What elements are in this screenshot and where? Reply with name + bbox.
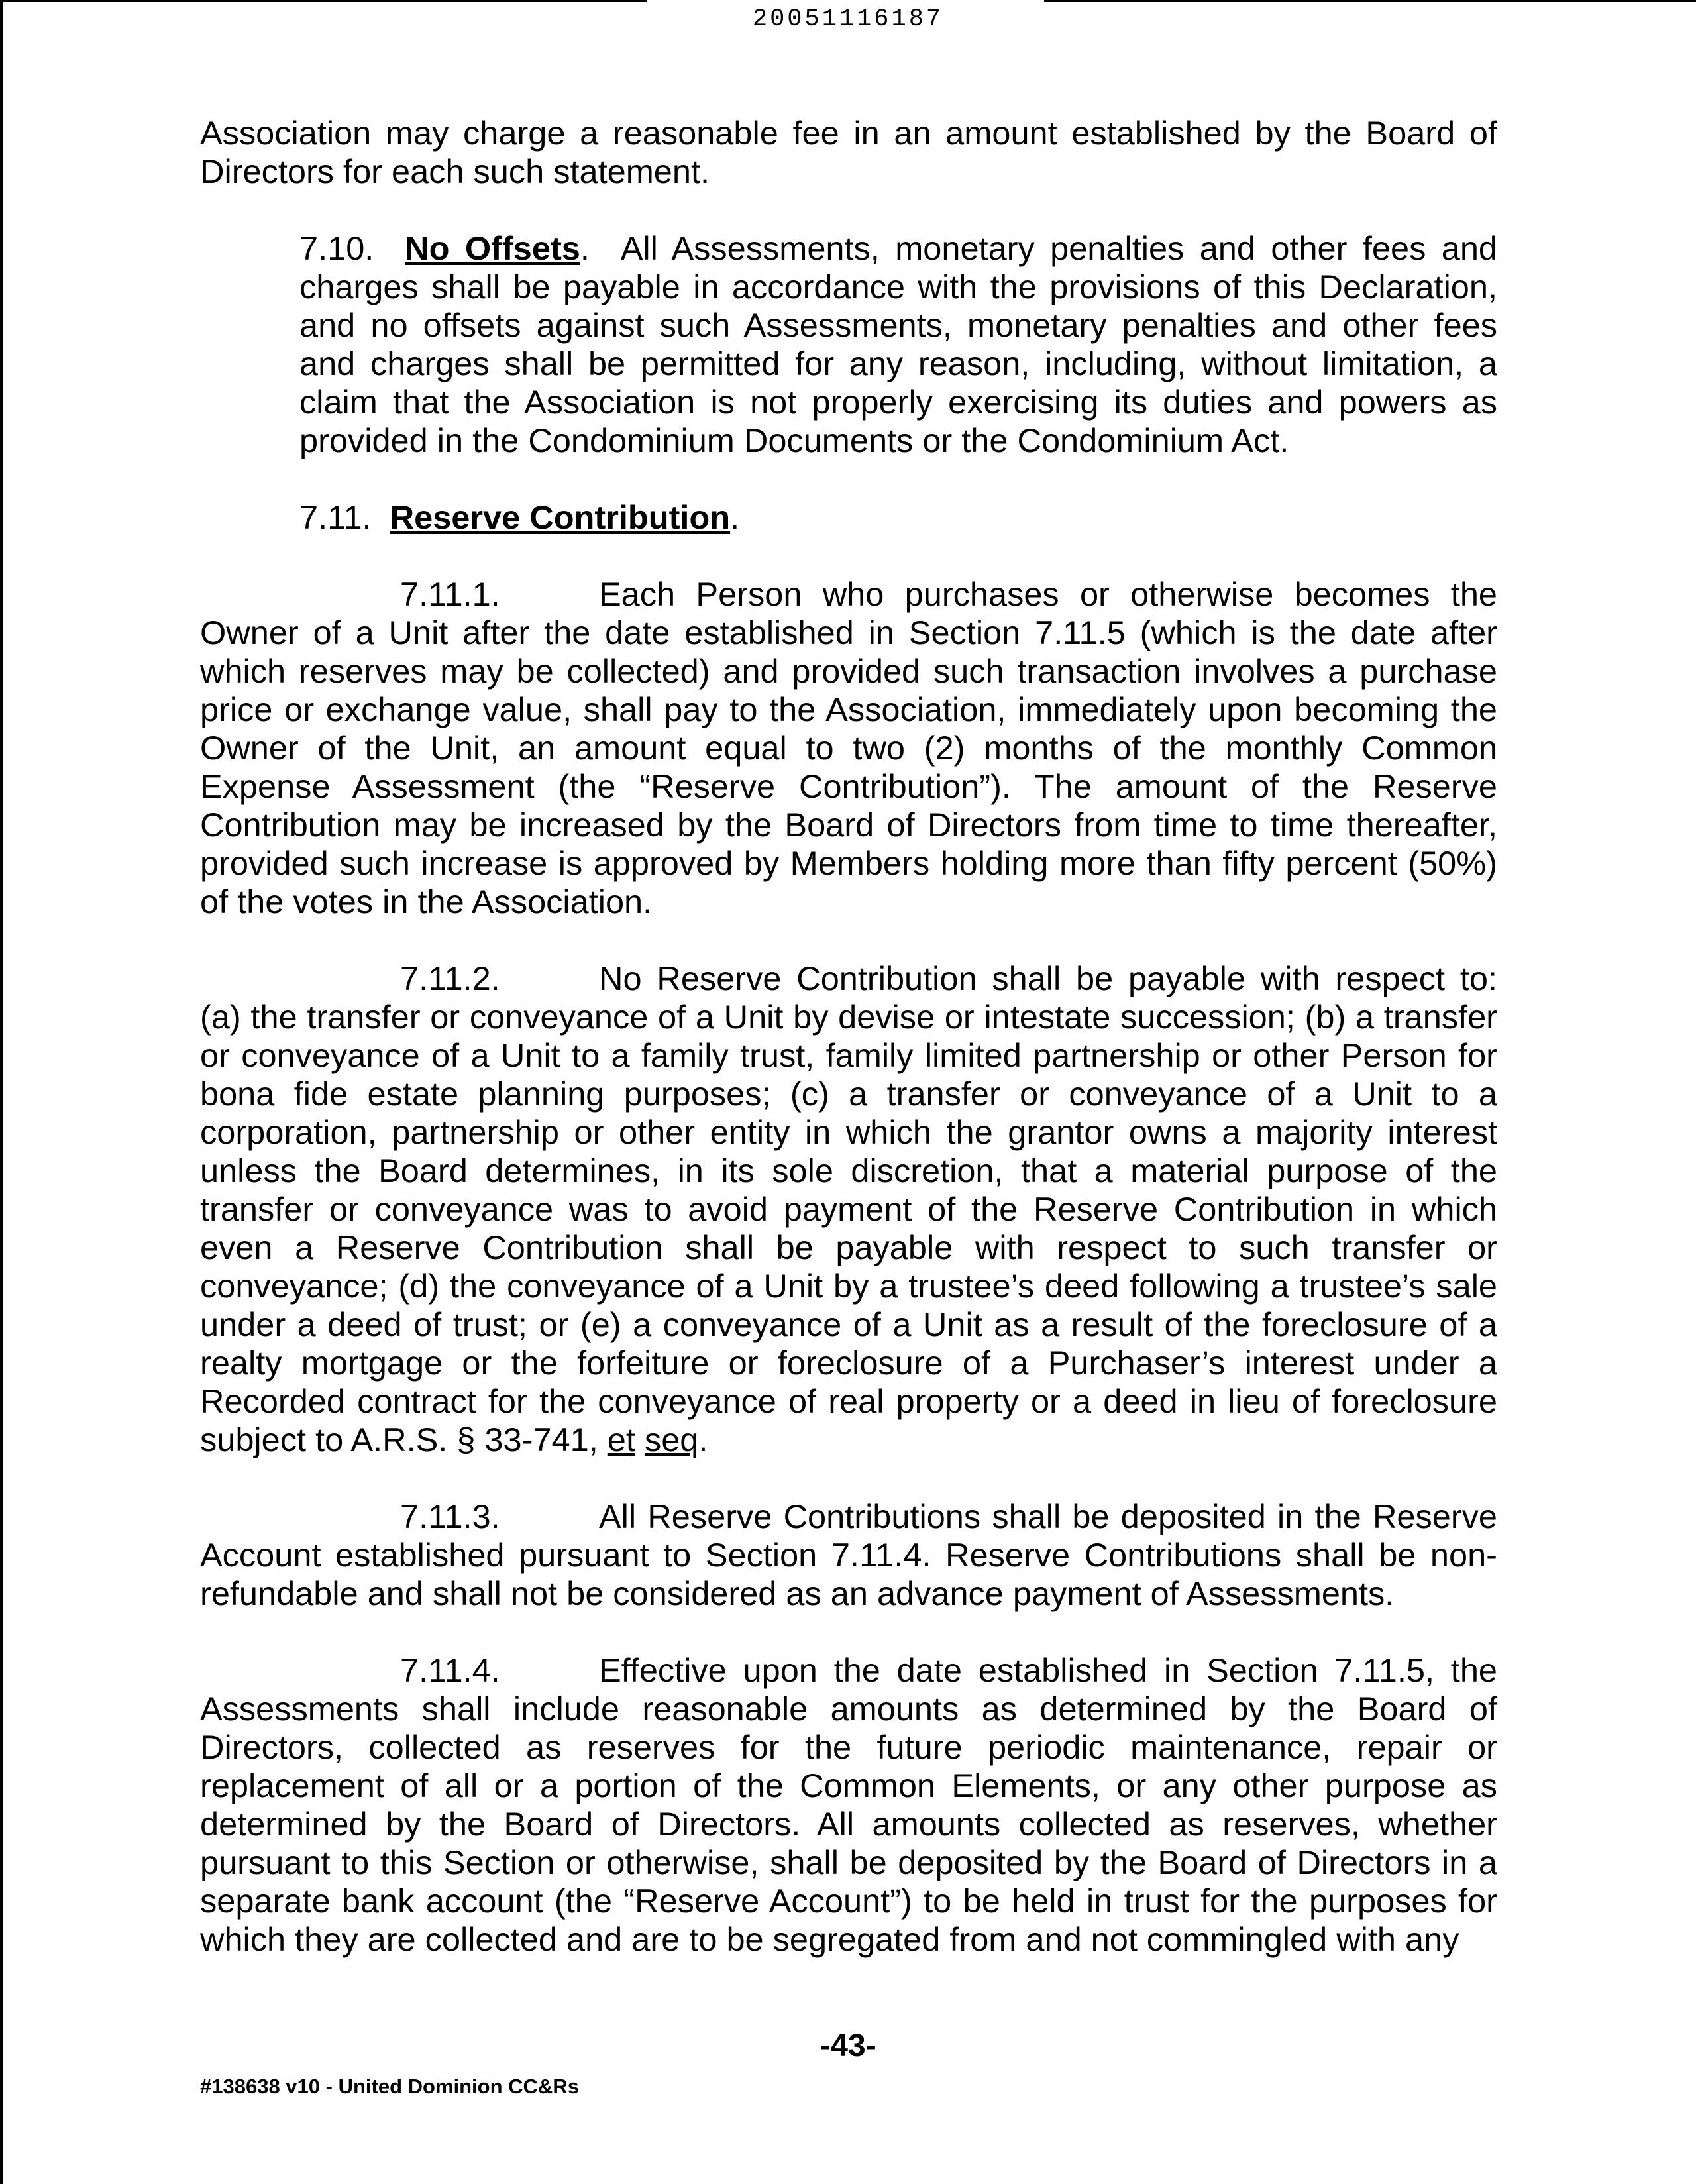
- continuation-paragraph: Association may charge a reasonable fee in an amount established by the Board of Directors for each such statement.: [200, 114, 1497, 190]
- scan-left-edge: [0, 0, 3, 2184]
- section-title: Reserve Contribution: [390, 498, 731, 536]
- section-text: Effective upon the date established in Section 7.11.5, the Assessments shall include reasonable amounts as determined by the Board of Directors, collected as reserves for the future periodic maintenance, repair or replacement of all or a portion of the Common Elements, or any other purpose as determined by the Board of Directors. All amounts collected as reserves, whether pursuant to this Section or otherwise, shall be deposited by the Board of Directors in a separate bank account (the “Reserve Account”) to be held in trust for the purposes for which they are collected and are to be segregated from and not commingled with any: [200, 1651, 1497, 1958]
- document-id: #138638 v10 - United Dominion CC&Rs: [200, 2075, 579, 2098]
- section-7-11-1: [200, 575, 1497, 921]
- section-text: All Assessments, monetary penalties and other fees and charges shall be payable in accordance with the provisions of this Declaration, and no offsets against such Assessments, monetary penalties and other fees and charges shall be permitted for any reason, including, without limitation, a claim that the Association is not properly exercising its duties and powers as provided in the Condominium Documents or the Condominium Act.: [299, 229, 1497, 459]
- header-rule-left: [0, 0, 647, 2]
- section-number: 7.11.3.: [400, 1498, 500, 1535]
- header-rule-right: [1044, 0, 1696, 2]
- citation-seq: seq: [644, 1421, 699, 1458]
- page-number: -43-: [820, 2028, 876, 2063]
- section-7-11-2: 7.11.2. No Reserve Contribution shall be payable with respect to: (a) the transfer or conveyance of a Unit by devise or intestate succession; (b) a transfer or conveyance of a Unit to a family trust, family limited partnership or other Person for bona fide estate planning purposes; (c) a transfer or conveyance of a Unit to a corporation, partnership or other entity in which the grantor owns a majority interest unless the Board determines, in its sole discretion, that a material purpose of the transfer or conveyance was to avoid payment of the Reserve Contribution in which even a Reserve Contribution shall be payable with respect to such transfer or conveyance; (d) the conveyance of a Unit by a trustee’s deed following a trustee’s sale under a deed of trust; or (e) a conveyance of a Unit as a result of the foreclosure of a realty mortgage or the forfeiture or foreclosure of a Purchaser’s interest under a Recorded contract for the conveyance of real property or a deed in lieu of foreclosure subject to A.R.S. § 33-741, et seq.: [200, 959, 1497, 1458]
- section-number: 7.11.2.: [400, 959, 500, 997]
- section-text: All Reserve Contributions shall be deposited in the Reserve Account established pursuant to Section 7.11.4. Reserve Contributions shall be non-refundable and shall not be considered as an advance payment of Assessments.: [200, 1498, 1497, 1612]
- section-number: 7.11.: [299, 498, 372, 536]
- document-body: [200, 114, 1497, 1959]
- section-7-11-4: [200, 1651, 1497, 1959]
- section-number: 7.10.: [299, 229, 374, 267]
- section-number: 7.11.1.: [400, 575, 500, 613]
- section-number: 7.11.4.: [400, 1651, 500, 1689]
- section-text: Each Person who purchases or otherwise becomes the Owner of a Unit after the date established in Section 7.11.5 (which is the date after which reserves may be collected) and provided such transaction involves a purchase price or exchange value, shall pay to the Association, immediately upon becoming the Owner of the Unit, an amount equal to two (2) months of the monthly Common Expense Assessment (the “Reserve Contribution”). The amount of the Reserve Contribution may be increased by the Board of Directors from time to time thereafter, provided such increase is approved by Members holding more than fifty percent (50%) of the votes in the Association.: [200, 575, 1497, 920]
- citation-et: et: [607, 1421, 635, 1458]
- section-7-10: 7.10. No Offsets. All Assessments, monetary penalties and other fees and charges shall be payable in accordance with the provisions of this Declaration, and no offsets against such Assessments, monetary penalties and other fees and charges shall be permitted for any reason, including, without limitation, a claim that the Association is not properly exercising its duties and powers as provided in the Condominium Documents or the Condominium Act.: [299, 229, 1497, 459]
- section-text: No Reserve Contribution shall be payable with respect to: (a) the transfer or conveyance of a Unit by devise or intestate succession; (b) a transfer or conveyance of a Unit to a family trust, family limited partnership or other Person for bona fide estate planning purposes; (c) a transfer or conveyance of a Unit to a corporation, partnership or other entity in which the grantor owns a majority interest unless the Board determines, in its sole discretion, that a material purpose of the transfer or conveyance was to avoid payment of the Reserve Contribution in which even a Reserve Contribution shall be payable with respect to such transfer or conveyance; (d) the conveyance of a Unit by a trustee’s deed following a trustee’s sale under a deed of trust; or (e) a conveyance of a Unit as a result of the foreclosure of a realty mortgage or the forfeiture or foreclosure of a Purchaser’s interest under a Recorded contract for the conveyance of real property or a deed in lieu of foreclosure subject to A.R.S. § 33-741,: [200, 959, 1497, 1458]
- section-7-11: 7.11. Reserve Contribution.: [299, 498, 740, 536]
- section-title: No Offsets: [405, 229, 580, 267]
- section-7-11-3: [200, 1498, 1497, 1613]
- recording-number: 20051116187: [752, 5, 944, 33]
